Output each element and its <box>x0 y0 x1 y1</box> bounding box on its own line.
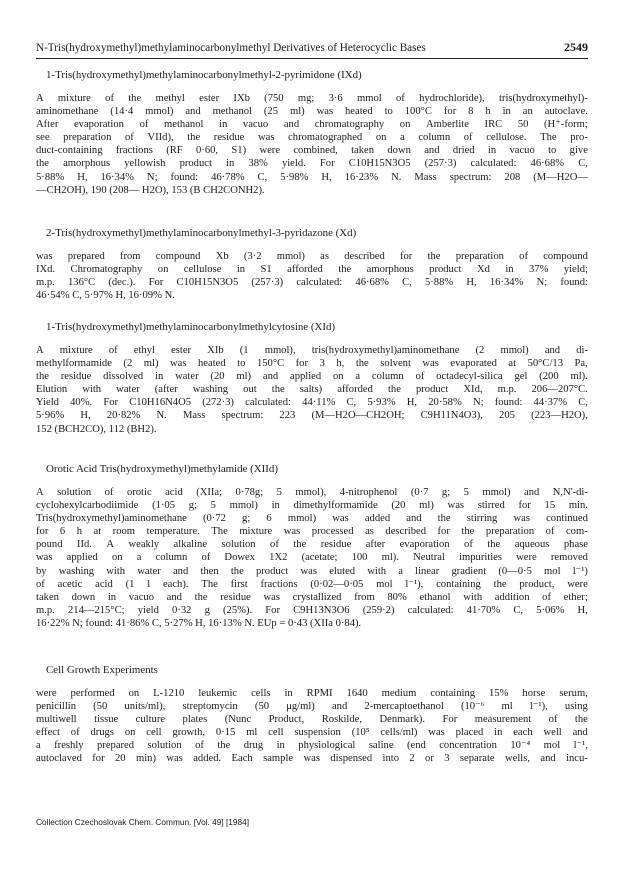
text-line: of acetic acid (1 l each). The first fractions (0·02—0·05 mol l⁻¹), containing the product, were <box>36 578 588 590</box>
text-line: Tris(hydroxymethyl)aminomethane (0·72 g; 6 mmol) was added and the stirring was continued <box>36 513 588 525</box>
text-line: 5·88% H, 16·34% N; found: 46·78% C, 5·98% H, 16·23% N. Mass spectrum: 208 (M—H2O— <box>36 171 588 183</box>
section-body <box>36 687 588 766</box>
section-heading: 1-Tris(hydroxymethyl)methylaminocarbonylmethylcytosine (XId) <box>46 321 336 333</box>
text-line: A solution of orotic acid (XIIa; 0·78g; 5 mmol), 4-nitrophenol (0·7 g; 5 mmol) and N,N'-di- <box>36 487 588 498</box>
text-line: 16·22% N; found: 41·86% C, 5·27% H, 16·13% N. EUp = 0·43 (XIIa 0·84). <box>36 617 362 629</box>
text-line: 5·96% H, 20·82% N. Mass spectrum: 223 (M—H2O—CH2OH; C9H11N4O3), 205 (223—H2O), <box>36 410 588 422</box>
section-heading: 1-Tris(hydroxymethyl)methylaminocarbonylmethyl-2-pyrimidone (IXd) <box>46 69 362 81</box>
text-line: penicillin (50 units/ml), streptomycin (50 μg/ml) and 2-mercaptoethanol (10⁻⁶ ml l⁻¹), using <box>36 701 588 713</box>
text-line: Yield 40%. For C10H16N4O5 (272·3) calculated: 44·11% C, 5·93% H, 20·58% N; found: 44·37% C, <box>36 397 588 409</box>
running-header <box>36 40 588 59</box>
section-body <box>36 486 588 630</box>
text-line: was prepared from compound Xb (3·2 mmol) as described for the preparation of compound <box>36 251 588 262</box>
text-line: for 6 h at room temperature. The mixture was processed as described for the preparation of com- <box>36 526 588 538</box>
text-line: a freshly prepared solution of the drug in physiological saline (end concentration 10⁻⁴ mol l⁻¹, <box>36 740 588 752</box>
text-line: multiwell tissue culture plates (Nunc Product, Roskilde, Denmark). For measurement of the <box>36 714 588 726</box>
text-line: see preparation of VIId), the residue was chromatographed on a column of cellulose. The pro- <box>36 132 588 144</box>
text-line: by washing with water and then the product was eluted with a linear gradient (0—0·5 mol l⁻¹) <box>36 565 588 577</box>
text-line: Elution with water (after washing out the salts) afforded the product XId, m.p. 206—207°C. <box>36 384 588 396</box>
text-line: the residue dissolved in water (20 ml) and applied on a column of octadecyl-silica gel (200 ml). <box>36 371 588 383</box>
text-line: A mixture of ethyl ester XIb (1 mmol), tris(hydroxymethyl)aminomethane (2 mmol) and di- <box>36 345 588 356</box>
section-heading: 2-Tris(hydroxymethyl)methylaminocarbonylmethyl-3-pyridazone (Xd) <box>46 227 357 239</box>
text-line: 152 (BCH2CO), 112 (BH2). <box>36 423 157 435</box>
text-line: effect of drugs on cell growth, 0·15 ml cell suspension (10⁵ cells/ml) was placed in each well and <box>36 727 588 739</box>
text-line: After evaporation of methanol in vacuo and chromatography on Amberlite IRC 50 (H⁺-form; <box>36 119 588 131</box>
section-body <box>36 250 588 302</box>
text-line: were performed on L-1210 leukemic cells in RPMI 1640 medium containing 15% horse serum, <box>36 688 588 699</box>
text-line: A mixture of the methyl ester IXb (750 mg; 3·6 mmol of hydrochloride), tris(hydroxymethyl)- <box>36 93 588 104</box>
text-line: was applied on a column of Dowex 1X2 (acetate; 100 ml). Neutral impurities were removed <box>36 552 588 564</box>
section-heading: Orotic Acid Tris(hydroxymethyl)methylamide (XIId) <box>46 463 278 475</box>
text-line: IXd. Chromatography on cellulose in S1 afforded the amorphous product Xd in 37% yield; <box>36 264 588 276</box>
text-line: m.p. 136°C (dec.). For C10H15N3O5 (257·3) calculated: 46·68% C, 5·88% H, 16·34% N; found: <box>36 277 588 289</box>
section-body <box>36 344 588 436</box>
text-line: aminomethane (14·4 mmol) and methanol (25 ml) was heated to 100°C for 8 h in an autoclave. <box>36 106 588 118</box>
text-line: cyclohexylcarbodiimide (1·05 g; 5 mmol) in dimethylformamide (20 ml) was stirred for 15 min. <box>36 500 588 512</box>
text-line: duct-containing fractions (RF 0·60, S1) were combined, taken down and dried in vacuo to give <box>36 145 588 157</box>
section-heading: Cell Growth Experiments <box>46 664 158 676</box>
text-line: autoclaved for 20 min) was added. Each sample was dispensed into 2 or 3 separate wells, and incu- <box>36 753 588 765</box>
journal-footer: Collection Czechoslovak Chem. Commun. [Vol. 49] [1984] <box>36 817 250 827</box>
section-body <box>36 92 588 197</box>
text-line: taken down in vacuo and the residue was crystallized from 80% ethanol with addition of ether; <box>36 591 588 603</box>
text-line: 46·54% C, 5·97% H, 16·09% N. <box>36 290 175 302</box>
text-line: the amorphous yellowish product in 38% yield. For C10H15N3O5 (257·3) calculated: 46·68% C, <box>36 158 588 170</box>
text-line: methylformamide (2 ml) was heated to 150°C for 3 h, the solvent was evaporated at 50°C/13 Pa, <box>36 358 588 370</box>
text-line: —CH2OH), 190 (208— H2O), 153 (B CH2CONH2). <box>36 184 265 196</box>
text-line: pound IId. A weakly alkaline solution of the residue after evaporation of the aqueous phase <box>36 539 588 551</box>
running-title: N-Tris(hydroxymethyl)methylaminocarbonylmethyl Derivatives of Heterocyclic Bases <box>36 42 426 54</box>
text-line: m.p. 214—215°C; yield 0·32 g (25%). For C9H13N3O6 (259·2) calculated: 41·70% C, 5·06% H, <box>36 604 588 616</box>
page-number: 2549 <box>564 40 588 54</box>
